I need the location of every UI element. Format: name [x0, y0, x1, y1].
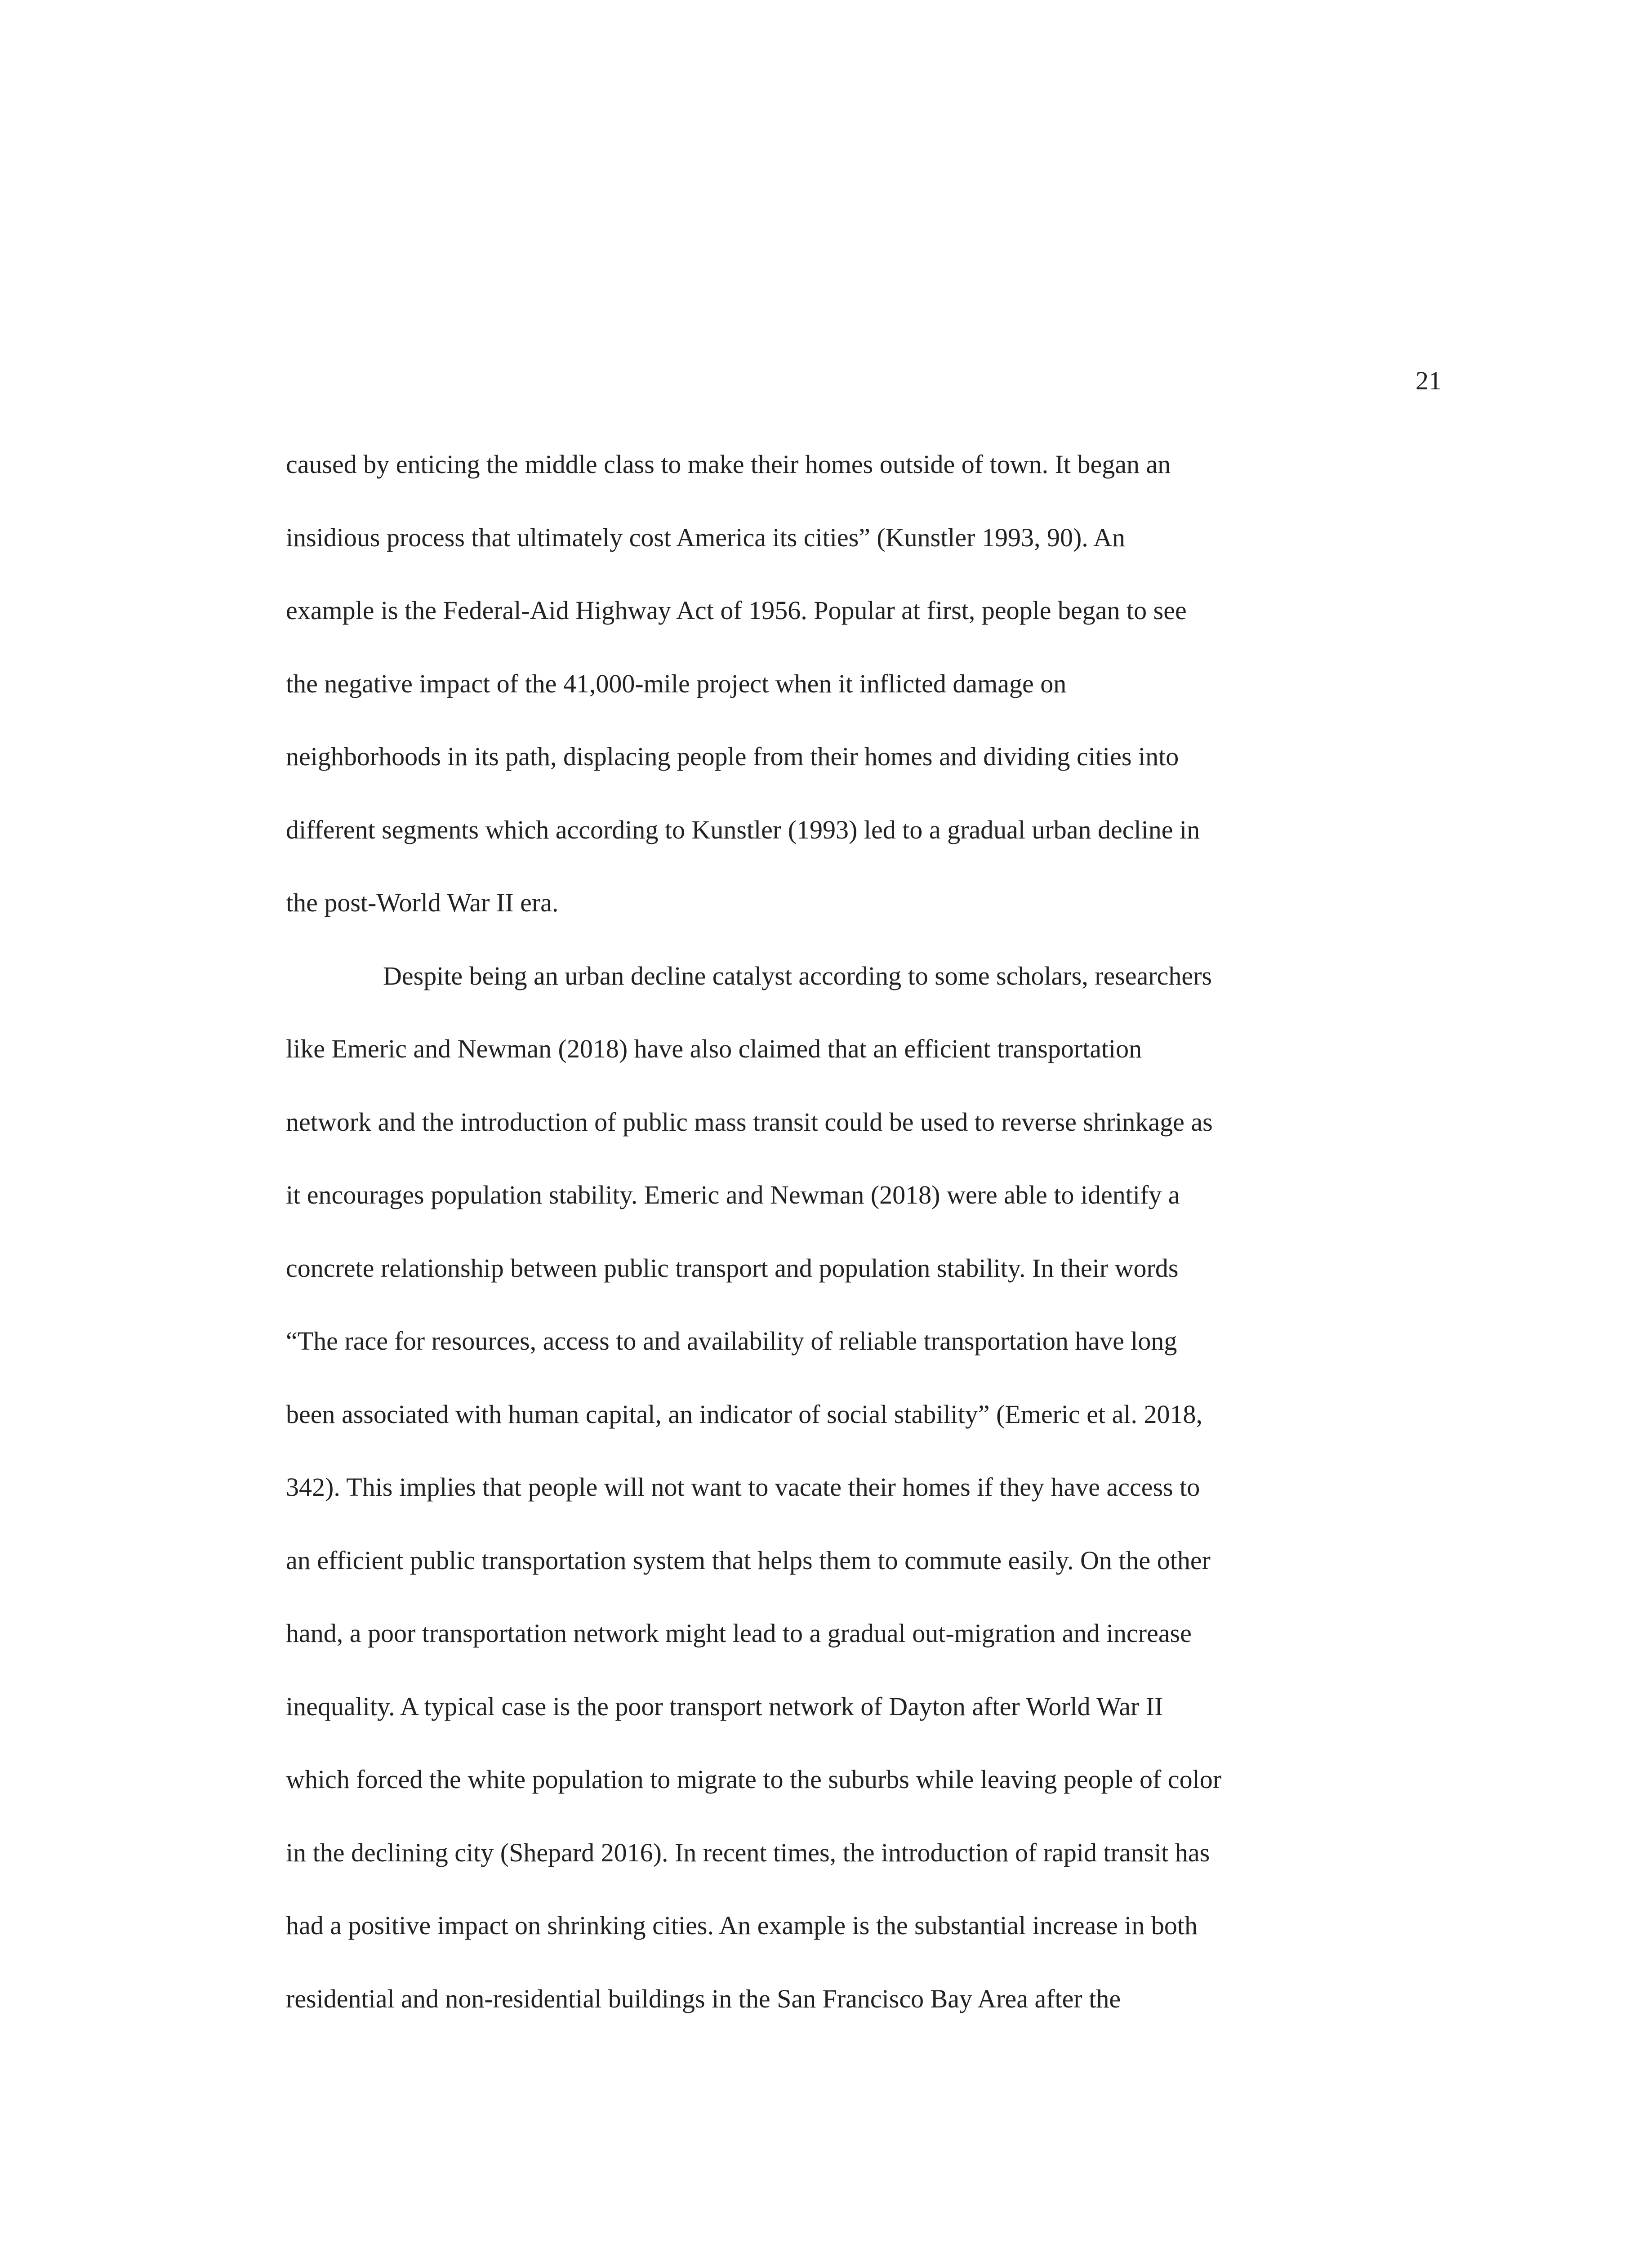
text-line: it encourages population stability. Emeric and Newman (2018) were able to identify a — [286, 1180, 1180, 1209]
text-line: 342). This implies that people will not want to vacate their homes if they have access to — [286, 1472, 1200, 1502]
text-line: been associated with human capital, an indicator of social stability” (Emeric et al. 2018, — [286, 1400, 1202, 1429]
text-line: network and the introduction of public mass transit could be used to reverse shrinkage as — [286, 1107, 1213, 1137]
paragraph-first-line: Despite being an urban decline catalyst according to some scholars, researchers — [383, 961, 1212, 990]
text-line: residential and non-residential buildings in the San Francisco Bay Area after the — [286, 1984, 1121, 2013]
text-line: inequality. A typical case is the poor transport network of Dayton after World War II — [286, 1692, 1163, 1721]
text-line: the negative impact of the 41,000-mile project when it inflicted damage on — [286, 669, 1067, 698]
text-line: caused by enticing the middle class to make their homes outside of town. It began an — [286, 450, 1171, 479]
text-line: which forced the white population to migrate to the suburbs while leaving people of color — [286, 1765, 1222, 1794]
text-line: the post-World War II era. — [286, 888, 559, 917]
page-number: 21 — [1416, 366, 1442, 395]
text-line: insidious process that ultimately cost America its cities” (Kunstler 1993, 90). An — [286, 523, 1125, 552]
text-line: in the declining city (Shepard 2016). In recent times, the introduction of rapid transit has — [286, 1838, 1210, 1867]
text-line: different segments which according to Kunstler (1993) led to a gradual urban decline in — [286, 815, 1200, 844]
text-line: hand, a poor transportation network might lead to a gradual out-migration and increase — [286, 1619, 1192, 1648]
text-line: example is the Federal-Aid Highway Act of 1956. Popular at first, people began to see — [286, 596, 1187, 625]
text-line: “The race for resources, access to and availability of reliable transportation have long — [286, 1326, 1177, 1356]
text-line: an efficient public transportation system that helps them to commute easily. On the other — [286, 1546, 1211, 1575]
text-line: neighborhoods in its path, displacing people from their homes and dividing cities into — [286, 742, 1179, 771]
text-line: concrete relationship between public transport and population stability. In their words — [286, 1253, 1179, 1283]
text-line: like Emeric and Newman (2018) have also claimed that an efficient transportation — [286, 1034, 1142, 1063]
text-line: had a positive impact on shrinking cities. An example is the substantial increase in both — [286, 1911, 1198, 1940]
